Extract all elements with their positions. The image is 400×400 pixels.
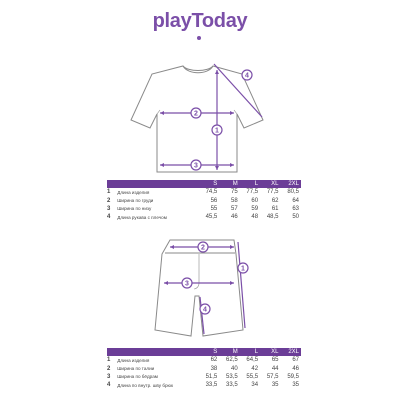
cell-value: 46 bbox=[231, 214, 238, 221]
logo-dot bbox=[197, 36, 201, 40]
cell-value: 64 bbox=[292, 197, 299, 204]
cell-value: 77,5 bbox=[246, 189, 259, 196]
measure-name: Ширина по талии bbox=[117, 366, 155, 372]
cell-value: 51,5 bbox=[205, 373, 218, 380]
table-row bbox=[107, 364, 301, 372]
cell-value: 33,5 bbox=[226, 382, 238, 389]
tshirt-table-header bbox=[107, 180, 301, 188]
tshirt-size-table bbox=[107, 180, 301, 222]
cell-value: 53,5 bbox=[226, 373, 238, 380]
cell-value: 60 bbox=[251, 197, 259, 204]
cell-value: 40 bbox=[231, 365, 238, 372]
table-row bbox=[107, 205, 301, 213]
cell-value: 48 bbox=[251, 214, 259, 221]
size-header: XL bbox=[260, 348, 280, 356]
cell-value: 38 bbox=[210, 365, 218, 372]
size-header: L bbox=[240, 348, 260, 356]
cell-value: 63 bbox=[292, 205, 299, 212]
measure-name: Длина рукава с плечом bbox=[117, 214, 167, 220]
measure-name: Длина изделия bbox=[117, 189, 150, 195]
row-number: 2 bbox=[107, 197, 111, 204]
cell-value: 57,5 bbox=[266, 373, 279, 380]
cell-value: 61 bbox=[271, 205, 279, 212]
cell-value: 33,5 bbox=[205, 382, 218, 389]
shorts-marker-3: 3 bbox=[185, 280, 189, 288]
row-number: 2 bbox=[107, 365, 111, 372]
shorts-marker-4: 4 bbox=[203, 306, 207, 314]
cell-value: 55,5 bbox=[246, 373, 259, 380]
shorts-size-table bbox=[107, 348, 301, 390]
tshirt-marker-2: 2 bbox=[194, 110, 198, 118]
cell-value: 35 bbox=[271, 382, 279, 389]
row-number: 1 bbox=[107, 189, 111, 196]
size-header: 2XL bbox=[281, 180, 302, 188]
tshirt-diagram bbox=[0, 55, 400, 180]
table-row bbox=[107, 373, 301, 381]
shorts-table-header bbox=[107, 348, 301, 356]
tshirt-marker-1: 1 bbox=[215, 127, 219, 135]
brand-logo: playToday bbox=[152, 10, 248, 32]
row-number: 4 bbox=[107, 382, 111, 389]
table-row bbox=[107, 188, 301, 196]
cell-value: 50 bbox=[292, 214, 299, 221]
tshirt-marker-3: 3 bbox=[194, 162, 198, 170]
cell-value: 65 bbox=[271, 357, 279, 364]
cell-value: 46 bbox=[292, 365, 299, 372]
table-row bbox=[107, 356, 301, 364]
cell-value: 62 bbox=[210, 357, 218, 364]
tshirt-marker-4: 4 bbox=[245, 72, 249, 80]
measure-name: Длина изделия bbox=[117, 357, 150, 363]
row-number: 3 bbox=[107, 373, 111, 380]
row-number: 1 bbox=[107, 357, 111, 364]
size-header: M bbox=[219, 180, 239, 188]
shorts-marker-1: 1 bbox=[241, 265, 245, 273]
row-number: 3 bbox=[107, 205, 111, 212]
tshirt-outline bbox=[131, 66, 263, 172]
cell-value: 75 bbox=[231, 189, 238, 196]
cell-value: 59 bbox=[251, 205, 259, 212]
cell-value: 57 bbox=[231, 205, 238, 212]
cell-value: 45,5 bbox=[205, 214, 218, 221]
cell-value: 80,5 bbox=[287, 189, 299, 196]
cell-value: 62 bbox=[271, 197, 279, 204]
cell-value: 59,5 bbox=[287, 373, 299, 380]
size-header: 2XL bbox=[281, 348, 302, 356]
size-header: XL bbox=[260, 180, 280, 188]
table-row bbox=[107, 213, 301, 221]
cell-value: 64,5 bbox=[246, 357, 259, 364]
measure-name: Ширина по груди bbox=[117, 198, 154, 204]
cell-value: 56 bbox=[210, 197, 218, 204]
table-row bbox=[107, 381, 301, 389]
cell-value: 67 bbox=[292, 357, 299, 364]
measure-name: Ширина по низу bbox=[117, 206, 152, 212]
cell-value: 77,5 bbox=[266, 189, 279, 196]
size-header: S bbox=[199, 348, 219, 356]
measure-name: Длина по внутр. шву брюк bbox=[117, 382, 173, 388]
size-header: M bbox=[219, 348, 239, 356]
shorts-diagram bbox=[0, 235, 400, 340]
size-header: L bbox=[240, 180, 260, 188]
row-number: 4 bbox=[107, 214, 111, 221]
table-row bbox=[107, 196, 301, 204]
size-header: S bbox=[199, 180, 219, 188]
cell-value: 74,5 bbox=[205, 189, 218, 196]
cell-value: 62,5 bbox=[226, 357, 238, 364]
cell-value: 55 bbox=[210, 205, 218, 212]
cell-value: 42 bbox=[251, 365, 259, 372]
cell-value: 58 bbox=[231, 197, 238, 204]
measure-name: Ширина по бёдрам bbox=[117, 374, 158, 380]
shorts-marker-2: 2 bbox=[201, 244, 205, 252]
cell-value: 35 bbox=[292, 382, 299, 389]
cell-value: 48,5 bbox=[266, 214, 279, 221]
cell-value: 34 bbox=[251, 382, 259, 389]
cell-value: 44 bbox=[271, 365, 279, 372]
